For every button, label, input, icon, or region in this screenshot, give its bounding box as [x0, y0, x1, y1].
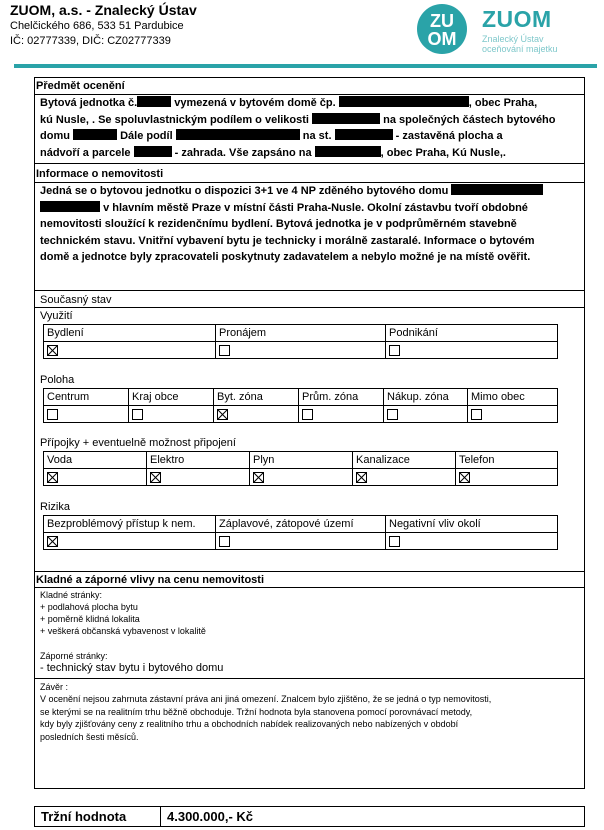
use-label-pronajem: Pronájem [216, 325, 386, 342]
negative-item: - technický stav bytu i bytového domu [40, 662, 224, 674]
market-value: 4.300.000,- Kč [167, 809, 254, 824]
risk-label-pristup: Bezproblémový přístup k nem. [44, 516, 216, 533]
risk-label-negativni: Negativní vliv okolí [386, 516, 558, 533]
checkbox-plyn[interactable] [253, 472, 264, 483]
company-name: ZUOM, a.s. - Znalecký Ústav [10, 2, 197, 18]
use-label-bydleni: Bydlení [44, 325, 216, 342]
checkbox-kanalizace[interactable] [356, 472, 367, 483]
risks-label: Rizika [40, 501, 70, 513]
company-address: Chelčického 686, 533 51 Pardubice [10, 20, 184, 32]
divider [34, 307, 585, 308]
use-label: Využití [40, 310, 73, 322]
conclusion-label: Závěr : [40, 682, 69, 692]
brand-subtitle-2: oceňování majetku [482, 44, 558, 54]
location-label-centrum: Centrum [44, 389, 129, 406]
checkbox-elektro[interactable] [150, 472, 161, 483]
svg-text:OM: OM [427, 29, 457, 49]
market-value-label: Tržní hodnota [35, 807, 161, 826]
checkbox-bydleni[interactable] [47, 345, 58, 356]
market-value-box [34, 806, 585, 827]
positive-label: Kladné stránky: [40, 590, 103, 600]
checkbox-byt-zona[interactable] [217, 409, 228, 420]
use-label-podnikani: Podnikání [386, 325, 558, 342]
checkbox-pronajem[interactable] [219, 345, 230, 356]
utility-label-voda: Voda [44, 452, 147, 469]
positive-item: + poměrně klidná lokalita [40, 614, 140, 624]
checkbox-nakup-zona[interactable] [387, 409, 398, 420]
checkbox-mimo-obec[interactable] [471, 409, 482, 420]
utility-label-kanalizace: Kanalizace [353, 452, 456, 469]
location-label-kraj-obce: Kraj obce [129, 389, 214, 406]
checkbox-podnikani[interactable] [389, 345, 400, 356]
brand-subtitle-1: Znalecký Ústav [482, 34, 544, 44]
info-title: Informace o nemovitosti [36, 168, 164, 180]
checkbox-voda[interactable] [47, 472, 58, 483]
svg-text:ZU: ZU [430, 11, 454, 31]
checkbox-zaplavove[interactable] [219, 536, 230, 547]
brand-name: ZUOM [482, 6, 552, 32]
zuom-logo-icon [412, 2, 474, 56]
utilities-table [43, 451, 558, 486]
checkbox-kraj-obce[interactable] [132, 409, 143, 420]
risks-table [43, 515, 558, 550]
company-ids: IČ: 02777339, DIČ: CZ02777339 [10, 35, 171, 47]
conclusion-text: V ocenění nejsou zahrnuta zástavní práva ani jiná omezení. Znalcem bylo zjištěno, že se jedná o typ nemovitosti, se kterými se na realitním trhu běžně obchoduje. Tržní hodnota byla stanovena pomocí porovnávací metody, kdy byly zjišťovány ceny z realitního trhu a obchodních nabídek realizovaných nebo nabízených v období posledních šesti měsíců. [40, 694, 492, 742]
positive-item: + podlahová plocha bytu [40, 602, 138, 612]
divider [34, 571, 585, 572]
location-label: Poloha [40, 374, 75, 386]
header-rule [14, 64, 597, 68]
checkbox-negativni[interactable] [389, 536, 400, 547]
influences-title: Kladné a záporné vlivy na cenu nemovitosti [36, 574, 265, 586]
utility-label-telefon: Telefon [456, 452, 558, 469]
info-text: Jedná se o bytovou jednotku o dispozici 3+1 ve 4 NP zděného bytového domu v hlavním městě Praze v místní části Praha-Nusle. Okolní zástavbu tvoří obdobné nemovitosti sloužící k rezidenčnímu bydlení. Bytová jednotka je v podprůměrném stavebně technickém stavu. Vnitřní vybavení bytu je technicky i morálně zastaralé. Informace o bytovém domě a jednotce byly zpracovateli poskytnuty zadavatelem a nebylo možné je na místě ověřit. [40, 183, 580, 266]
location-label-nakup-zona: Nákup. zóna [384, 389, 468, 406]
checkbox-telefon[interactable] [459, 472, 470, 483]
divider [34, 678, 585, 679]
checkbox-pristup[interactable] [47, 536, 58, 547]
checkbox-centrum[interactable] [47, 409, 58, 420]
current-state-title: Současný stav [40, 294, 112, 306]
location-label-mimo-obec: Mimo obec [468, 389, 558, 406]
risk-label-zaplavove: Záplavové, zátopové území [216, 516, 386, 533]
utility-label-plyn: Plyn [250, 452, 353, 469]
divider [34, 587, 585, 588]
checkbox-prum-zona[interactable] [302, 409, 313, 420]
subject-title: Předmět ocenění [36, 80, 125, 92]
location-label-byt-zona: Byt. zóna [214, 389, 299, 406]
location-table [43, 388, 558, 423]
divider [34, 163, 585, 164]
subject-text: Bytová jednotka č. vymezená v bytovém domě čp. , obec Praha, kú Nusle, . Se spoluvlastnickým podílem o velikosti na společných částech bytového domu Dále podíl na st. - zastavěná plocha a nádvoří a parcele - zahrada. Vše zapsáno na , obec Praha, Kú Nusle,. [40, 97, 556, 159]
use-table [43, 324, 558, 359]
utilities-label: Přípojky + eventuelně možnost připojení [40, 437, 236, 449]
positive-item: + veškerá občanská vybavenost v lokalitě [40, 626, 206, 636]
location-label-prum-zona: Prům. zóna [299, 389, 384, 406]
divider [34, 290, 585, 291]
utility-label-elektro: Elektro [147, 452, 250, 469]
negative-label: Záporné stránky: [40, 651, 108, 661]
